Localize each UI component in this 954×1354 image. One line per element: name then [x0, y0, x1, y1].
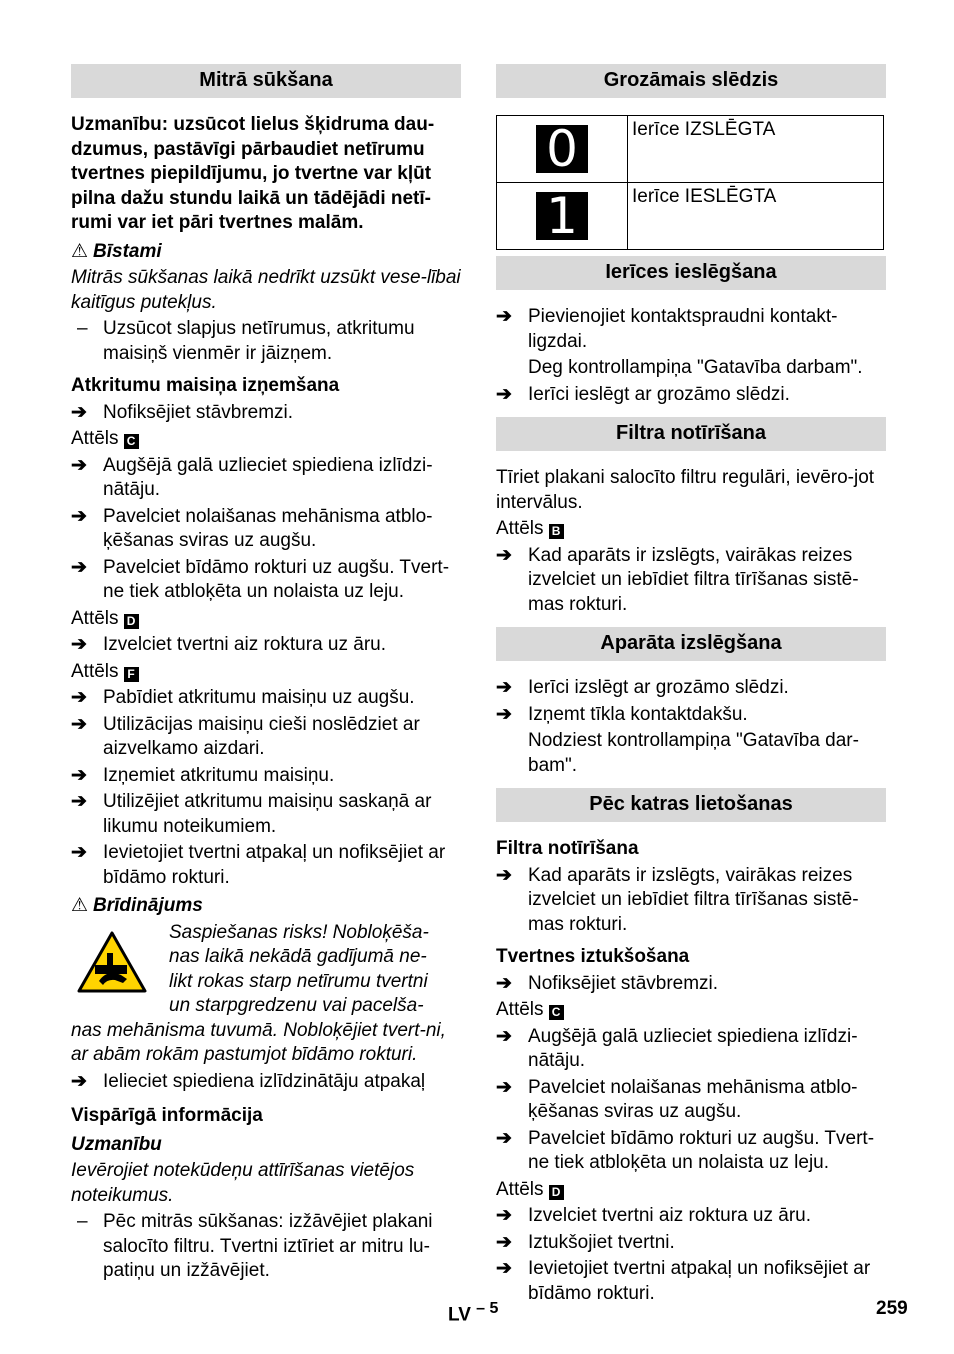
caution-title: Uzmanību — [71, 1133, 162, 1155]
step-item — [496, 383, 886, 408]
figure-reference — [71, 427, 461, 452]
figure-letter-d: D — [549, 1185, 564, 1200]
section-heading-rotary-switch: Grozāmais slēdzis — [496, 64, 886, 98]
table-row — [497, 183, 884, 250]
figure-letter-f: F — [124, 667, 139, 682]
figure-letter-c: C — [124, 434, 139, 449]
step-item — [71, 556, 461, 605]
arrow-right-icon: ➔ — [496, 864, 512, 886]
figure-reference — [496, 998, 886, 1023]
switch-off-symbol: 0 — [536, 125, 588, 173]
warning-title: Brīdinājums — [93, 895, 203, 916]
figure-label: Attēls — [496, 999, 544, 1020]
arrow-right-icon: ➔ — [71, 791, 87, 812]
step-item — [71, 764, 461, 789]
step-text: Pavelciet nolaišanas mehānisma atblo-ķēšanas sviras uz augšu. — [528, 1076, 858, 1122]
warning-line: un starpgredzenu vai pacelša- — [169, 995, 424, 1016]
arrow-right-icon: ➔ — [496, 1025, 512, 1047]
step-text: Kad aparāts ir izslēgts, vairākas reizes izvelciet un iebīdiet filtra tīrīšanas sistē-mas rokturi. — [528, 864, 859, 935]
warning-line: Saspiešanas risks! Nobloķēša- — [169, 921, 429, 943]
right-column — [496, 64, 886, 1308]
step-text: Ierīci ieslēgt ar grozāmo slēdzi. — [528, 383, 790, 405]
danger-heading — [71, 240, 461, 265]
section-heading-switching-off: Aparāta izslēgšana — [496, 627, 886, 661]
footer-short-page: – 5 — [476, 1300, 499, 1317]
subheading-general-info: Vispārīgā informācija — [71, 1105, 263, 1126]
arrow-right-icon: ➔ — [71, 505, 87, 527]
step-item — [71, 1070, 461, 1095]
crush-warning — [71, 921, 461, 1068]
step-item — [496, 703, 886, 728]
step-item — [496, 1204, 886, 1229]
arrow-right-icon: ➔ — [496, 677, 512, 698]
switch-symbol-cell — [497, 183, 628, 250]
step-item — [496, 1025, 886, 1074]
arrow-right-icon: ➔ — [496, 703, 512, 725]
step-item — [71, 401, 461, 426]
step-text: Izņemt tīkla kontaktdakšu. — [528, 703, 748, 725]
footer-page-number: 259 — [876, 1298, 908, 1319]
figure-label: Attēls — [496, 518, 544, 539]
warning-line: likt rokas starp netīrumu tvertni — [169, 970, 428, 992]
step-text: Utilizējiet atkritumu maisiņu saskaņā ar likumu noteikumiem. — [103, 791, 432, 837]
step-item — [71, 454, 461, 503]
figure-label: Attēls — [71, 607, 119, 629]
arrow-right-icon: ➔ — [496, 1205, 512, 1226]
step-text: Ievietojiet tvertni atpakaļ un nofiksējiet ar bīdāmo rokturi. — [528, 1258, 871, 1304]
figure-letter-d: D — [124, 614, 139, 629]
warning-heading — [71, 894, 461, 919]
filter-text: Tīriet plakani salocīto filtru regulāri, ievēro-jot intervālus. — [496, 467, 875, 513]
step-text: Utilizācijas maisiņu cieši noslēdziet ar aizvelkamo aizdari. — [103, 713, 420, 759]
figure-reference — [496, 1178, 886, 1203]
footer-language: LV — [448, 1304, 471, 1326]
figure-reference — [71, 607, 461, 632]
step-text: Pavelciet nolaišanas mehānisma atblo-ķēšanas sviras uz augšu. — [103, 505, 433, 551]
step-item — [496, 1257, 886, 1306]
arrow-right-icon: ➔ — [496, 1258, 512, 1279]
switch-table — [496, 115, 884, 250]
left-column — [71, 64, 461, 1286]
dash-marker: – — [77, 1211, 88, 1232]
arrow-right-icon: ➔ — [496, 544, 512, 566]
section-heading-wet-vacuuming: Mitrā sūkšana — [71, 64, 461, 98]
step-text: Ierīci izslēgt ar grozāmo slēdzi. — [528, 677, 789, 698]
wet-vacuuming-caution: Uzmanību: uzsūcot lielus šķidruma dau-dzumus, pastāvīgi pārbaudiet netīrumu tvertnes piepildījumu, jo tvertne var kļūt pilna dažu stundu laikā un tādējādi netī-rumi var iet pāri tvertnes malām. — [71, 114, 435, 233]
danger-text: Mitrās sūkšanas laikā nedrīkt uzsūkt vese-lībai kaitīgus putekļus. — [71, 267, 461, 313]
arrow-right-icon: ➔ — [496, 306, 512, 327]
step-item — [496, 544, 886, 618]
footer-page-label — [448, 1297, 498, 1328]
step-item — [71, 841, 461, 890]
step-note: Nodziest kontrollampiņa "Gatavība dar-bam". — [528, 730, 859, 776]
step-text: Izvelciet tvertni aiz roktura uz āru. — [528, 1205, 811, 1226]
subheading-bag-removal: Atkritumu maisiņa izņemšana — [71, 375, 340, 396]
arrow-right-icon: ➔ — [496, 383, 512, 405]
section-heading-filter-cleaning: Filtra notīrīšana — [496, 417, 886, 451]
step-item — [71, 713, 461, 762]
step-text: Izvelciet tvertni aiz roktura uz āru. — [103, 634, 386, 655]
arrow-right-icon: ➔ — [71, 687, 87, 708]
step-text: Iztukšojiet tvertni. — [528, 1231, 675, 1253]
step-text: Pavelciet bīdāmo rokturi uz augšu. Tvert-ne tiek atbloķēta un nolaista uz leju. — [103, 556, 450, 602]
warning-triangle-icon: ⚠ — [71, 895, 89, 916]
dash-item — [71, 317, 461, 366]
step-text: Pabīdiet atkritumu maisiņu uz augšu. — [103, 687, 415, 708]
figure-label: Attēls — [496, 1178, 544, 1200]
hand-crush-hazard-icon — [77, 931, 147, 993]
table-row — [497, 116, 884, 183]
arrow-right-icon: ➔ — [71, 842, 87, 863]
step-text: Augšējā galā uzlieciet spiediena izlīdzi-nātāju. — [103, 454, 433, 500]
dash-marker: – — [77, 318, 88, 339]
switch-symbol-cell — [497, 116, 628, 183]
arrow-right-icon: ➔ — [496, 1127, 512, 1149]
step-text: Nofiksējiet stāvbremzi. — [103, 401, 294, 423]
step-item — [496, 676, 886, 701]
danger-title: Bīstami — [93, 240, 162, 262]
warning-triangle-icon: ⚠ — [71, 240, 89, 262]
step-item — [71, 790, 461, 839]
step-text: Ievietojiet tvertni atpakaļ un nofiksējiet ar bīdāmo rokturi. — [103, 842, 446, 888]
arrow-right-icon: ➔ — [496, 1076, 512, 1098]
arrow-right-icon: ➔ — [71, 556, 87, 578]
step-item — [496, 1231, 886, 1256]
switch-on-description: Ierīce IESLĒGTA — [628, 183, 884, 250]
step-text: Augšējā galā uzlieciet spiediena izlīdzi-nātāju. — [528, 1025, 858, 1071]
step-text: Kad aparāts ir izslēgts, vairākas reizes izvelciet un iebīdiet filtra tīrīšanas sistē-mas rokturi. — [528, 544, 859, 615]
dash-item — [71, 1210, 461, 1284]
switch-off-description: Ierīce IZSLĒGTA — [628, 116, 884, 183]
step-item — [496, 864, 886, 938]
figure-label: Attēls — [71, 428, 119, 449]
step-item — [71, 505, 461, 554]
step-item — [71, 633, 461, 658]
step-text: Pievienojiet kontaktspraudni kontakt-ligzdai. — [528, 306, 838, 352]
warning-text: nas mehānisma tuvumā. Nobloķējiet tvert-ni, ar abām rokām pastumjot bīdāmo rokturi. — [71, 1019, 446, 1065]
arrow-right-icon: ➔ — [71, 713, 87, 735]
dash-text: Pēc mitrās sūkšanas: izžāvējiet plakani salocīto filtru. Tvertni iztīriet ar mitru lu-patiņu un izžāvējiet. — [103, 1211, 433, 1281]
step-text: Nofiksējiet stāvbremzi. — [528, 972, 719, 994]
figure-letter-b: B — [549, 524, 564, 539]
subheading-emptying-tank: Tvertnes iztukšošana — [496, 946, 690, 967]
step-item — [496, 972, 886, 997]
arrow-right-icon: ➔ — [71, 634, 87, 655]
arrow-right-icon: ➔ — [71, 764, 87, 786]
arrow-right-icon: ➔ — [71, 454, 87, 476]
arrow-right-icon: ➔ — [71, 401, 87, 423]
switch-on-symbol: 1 — [536, 192, 588, 240]
arrow-right-icon: ➔ — [496, 972, 512, 994]
step-note: Deg kontrollampiņa "Gatavība darbam". — [528, 357, 863, 378]
step-text: Pavelciet bīdāmo rokturi uz augšu. Tvert-ne tiek atbloķēta un nolaista uz leju. — [528, 1127, 875, 1173]
caution-text: Ievērojiet notekūdeņu attīrīšanas vietējos noteikumus. — [71, 1160, 415, 1206]
section-heading-after-each-use: Pēc katras lietošanas — [496, 788, 886, 822]
step-text: Ielieciet spiediena izlīdzinātāju atpakaļ — [103, 1070, 426, 1092]
dash-text: Uzsūcot slapjus netīrumus, atkritumu maisiņš vienmēr ir jāizņem. — [103, 318, 415, 364]
warning-line: nas laikā nekādā gadījumā ne- — [169, 946, 427, 967]
subheading-filter-cleaning: Filtra notīrīšana — [496, 838, 639, 859]
arrow-right-icon: ➔ — [71, 1070, 87, 1092]
step-item — [71, 686, 461, 711]
figure-reference — [496, 517, 886, 542]
step-item — [496, 1127, 886, 1176]
step-item — [496, 1076, 886, 1125]
arrow-right-icon: ➔ — [496, 1231, 512, 1253]
step-item — [496, 305, 886, 354]
figure-letter-c: C — [549, 1005, 564, 1020]
figure-label: Attēls — [71, 660, 119, 682]
section-heading-switching-on: Ierīces ieslēgšana — [496, 256, 886, 290]
step-text: Izņemiet atkritumu maisiņu. — [103, 764, 335, 786]
figure-reference — [71, 660, 461, 685]
